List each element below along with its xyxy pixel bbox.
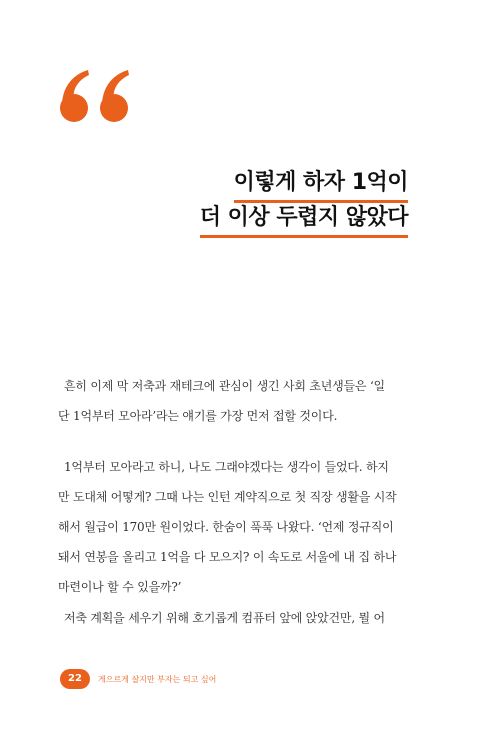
running-title: 게으르게 살지만 부자는 되고 싶어 xyxy=(98,674,217,684)
page-footer xyxy=(60,669,216,689)
quote-mark-icon xyxy=(56,70,136,126)
page-number-badge: 22 xyxy=(60,669,90,689)
paragraph-line: 마련이나 할 수 있을까?’ xyxy=(58,580,182,594)
heading-line-1: 이렇게 하자 1억이 xyxy=(234,168,408,203)
body-paragraph-2 xyxy=(58,452,420,602)
paragraph-line: 저축 계획을 세우기 위해 호기롭게 컴퓨터 앞에 앉았건만, 뭘 어 xyxy=(64,611,385,625)
paragraph-line: 흔히 이제 막 저축과 재테크에 관심이 생긴 사회 초년생들은 ‘일 xyxy=(64,379,385,393)
paragraph-line: 1억부터 모아라고 하니, 나도 그래야겠다는 생각이 들었다. 하지 xyxy=(64,460,389,474)
paragraph-line: 돼서 연봉을 올리고 1억을 다 모으지? 이 속도로 서울에 내 집 하나 xyxy=(58,550,397,564)
body-paragraph-1 xyxy=(58,371,420,431)
paragraph-line: 해서 월급이 170만 원이었다. 한숨이 푹푹 나왔다. ‘언제 정규직이 xyxy=(58,520,394,534)
paragraph-line: 단 1억부터 모아라’라는 얘기를 가장 먼저 접할 것이다. xyxy=(58,409,338,423)
body-paragraph-3 xyxy=(58,603,420,633)
heading-line-2: 더 이상 두렵지 않았다 xyxy=(200,203,408,238)
paragraph-line: 만 도대체 어떻게? 그때 나는 인턴 계약직으로 첫 직장 생활을 시작 xyxy=(58,490,397,504)
chapter-heading xyxy=(200,168,408,238)
